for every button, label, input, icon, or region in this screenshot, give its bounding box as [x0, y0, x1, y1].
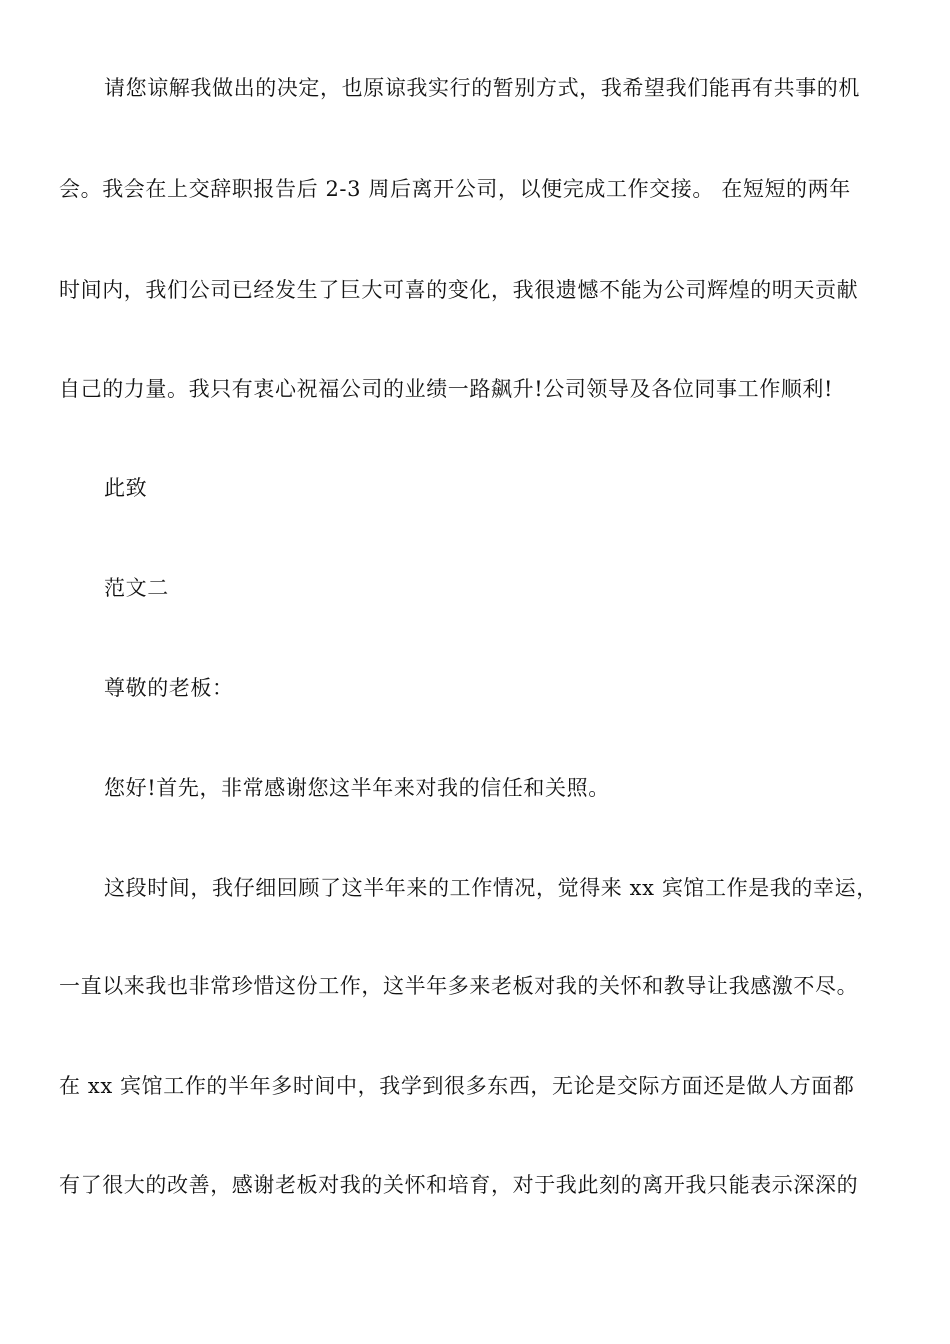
- paragraph-line: 在 xx 宾馆工作的半年多时间中，我学到很多东西，无论是交际方面还是做人方面都: [59, 1074, 855, 1098]
- paragraph-line: 一直以来我也非常珍惜这份工作，这半年多来老板对我的关怀和教导让我感激不尽。: [59, 974, 859, 998]
- paragraph-line: 请您谅解我做出的决定，也原谅我实行的暂别方式，我希望我们能再有共事的机: [104, 76, 860, 100]
- paragraph-line: 会。我会在上交辞职报告后 2-3 周后离开公司，以便完成工作交接。 在短短的两年: [59, 177, 851, 201]
- paragraph-line: 时间内，我们公司已经发生了巨大可喜的变化，我很遗憾不能为公司辉煌的明天贡献: [59, 278, 859, 302]
- closing-salutation: 此致: [104, 476, 148, 500]
- paragraph-line: 您好!首先，非常感谢您这半年来对我的信任和关照。: [104, 776, 610, 800]
- paragraph-line: 有了很大的改善，感谢老板对我的关怀和培育，对于我此刻的离开我只能表示深深的: [59, 1173, 859, 1197]
- paragraph-line: 自己的力量。我只有衷心祝福公司的业绩一路飙升!公司领导及各位同事工作顺利!: [59, 377, 834, 401]
- greeting: 尊敬的老板：: [104, 676, 234, 700]
- section-heading: 范文二: [104, 576, 169, 600]
- paragraph-line: 这段时间，我仔细回顾了这半年来的工作情况，觉得来 xx 宾馆工作是我的幸运，: [104, 876, 878, 900]
